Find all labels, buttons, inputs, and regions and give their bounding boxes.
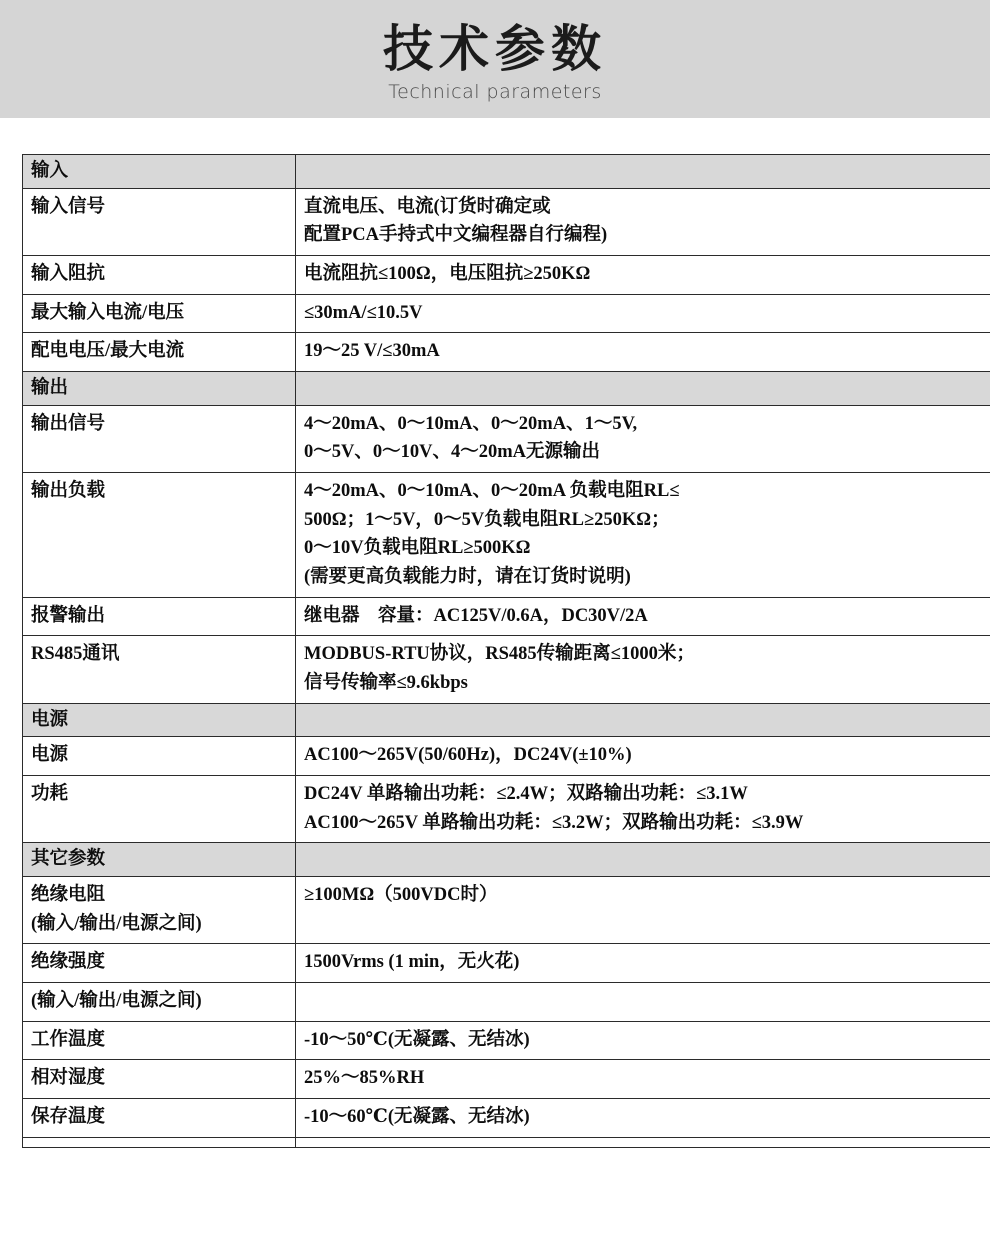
row-value: [296, 256, 990, 295]
page-subtitle: Technical parameters: [388, 81, 602, 103]
row-value-line: -10～50℃(无凝露、无结冰): [304, 1029, 530, 1050]
row-value: [296, 473, 990, 598]
table-row: [23, 877, 990, 944]
section-label: 输出: [23, 372, 296, 406]
table-section-row: [23, 703, 990, 737]
row-label: 电源: [23, 737, 296, 776]
row-value-line: MODBUS-RTU协议，RS485传输距离≤1000米；: [304, 644, 695, 665]
row-value-line: ≥100MΩ（500VDC时）: [304, 885, 498, 906]
row-label: 相对湿度: [23, 1060, 296, 1099]
row-label: 保存温度: [23, 1099, 296, 1138]
row-value: [296, 1021, 990, 1060]
table-section-row: [23, 155, 990, 189]
row-value-line: 1500Vrms (1 min，无火花): [304, 952, 520, 973]
row-value: [296, 944, 990, 983]
row-value-line: 4～20mA、0～10mA、0～20mA 负载电阻RL≤: [304, 481, 680, 502]
row-value: [296, 405, 990, 472]
table-row: [23, 1099, 990, 1138]
table-row: [23, 776, 990, 843]
row-value-line: DC24V 单路输出功耗：≤2.4W；双路输出功耗：≤3.1W: [304, 784, 748, 805]
section-label: 电源: [23, 703, 296, 737]
table-row: [23, 473, 990, 598]
row-value: [296, 1099, 990, 1138]
row-label: 工作温度: [23, 1021, 296, 1060]
row-label: 输出负载: [23, 473, 296, 598]
spec-table-container: [0, 118, 990, 1148]
table-row: [23, 188, 990, 255]
table-row: [23, 294, 990, 333]
table-row: [23, 256, 990, 295]
table-row: [23, 983, 990, 1022]
specification-table: [22, 154, 990, 1148]
row-label-line: 绝缘电阻: [31, 885, 106, 906]
row-value-line: 500Ω；1～5V，0～5V负载电阻RL≥250KΩ；: [304, 509, 670, 530]
row-value-line: 0～10V负载电阻RL≥500KΩ: [304, 538, 531, 559]
row-value: [296, 776, 990, 843]
table-section-row: [23, 372, 990, 406]
row-value: [296, 333, 990, 372]
row-label: RS485通讯: [23, 636, 296, 703]
table-row: [23, 333, 990, 372]
section-value: [296, 155, 990, 189]
row-value-line: 25%～85%RH: [304, 1068, 425, 1089]
row-label: 绝缘强度: [23, 944, 296, 983]
row-label: (输入/输出/电源之间): [23, 983, 296, 1022]
section-label: 输入: [23, 155, 296, 189]
section-value: [296, 843, 990, 877]
table-row: [23, 1060, 990, 1099]
row-value: [296, 294, 990, 333]
row-value-line: 4～20mA、0～10mA、0～20mA、1～5V,: [304, 413, 638, 434]
table-row: [23, 636, 990, 703]
page-banner: [0, 0, 990, 118]
table-row: [23, 737, 990, 776]
row-label: 功耗: [23, 776, 296, 843]
table-row: [23, 597, 990, 636]
row-value-line: 配置PCA手持式中文编程器自行编程): [304, 225, 608, 246]
row-label: 最大输入电流/电压: [23, 294, 296, 333]
row-value: [296, 1137, 990, 1147]
table-section-row: [23, 843, 990, 877]
row-value-line: 电流阻抗≤100Ω，电压阻抗≥250KΩ: [304, 264, 591, 285]
table-row: [23, 1137, 990, 1147]
row-value: [296, 877, 990, 944]
row-value-line: 直流电压、电流(订货时确定或: [304, 196, 551, 217]
table-row: [23, 405, 990, 472]
row-value-line: 19～25 V/≤30mA: [304, 341, 440, 362]
row-value: [296, 1060, 990, 1099]
table-row: [23, 944, 990, 983]
row-value-line: AC100～265V 单路输出功耗：≤3.2W；双路输出功耗：≤3.9W: [304, 812, 804, 833]
row-label: 报警输出: [23, 597, 296, 636]
row-label: 配电电压/最大电流: [23, 333, 296, 372]
row-value-line: 信号传输率≤9.6kbps: [304, 673, 468, 694]
row-label: 输入信号: [23, 188, 296, 255]
row-label: 输出信号: [23, 405, 296, 472]
row-value-line: 继电器 容量：AC125V/0.6A，DC30V/2A: [304, 605, 648, 626]
row-value: [296, 597, 990, 636]
row-label: 输入阻抗: [23, 256, 296, 295]
row-label: [23, 877, 296, 944]
row-value-line: -10～60℃(无凝露、无结冰): [304, 1107, 530, 1128]
section-value: [296, 703, 990, 737]
row-value: [296, 636, 990, 703]
row-value: [296, 737, 990, 776]
row-value-line: (需要更高负载能力时，请在订货时说明): [304, 567, 631, 588]
row-label: [23, 1137, 296, 1147]
table-row: [23, 1021, 990, 1060]
page-title: 技术参数: [383, 21, 607, 77]
row-value: [296, 188, 990, 255]
row-label-line: (输入/输出/电源之间): [31, 913, 202, 934]
row-value: [296, 983, 990, 1022]
row-value-line: ≤30mA/≤10.5V: [304, 302, 423, 323]
section-value: [296, 372, 990, 406]
row-value-line: 0～5V、0～10V、4～20mA无源输出: [304, 442, 600, 463]
section-label: 其它参数: [23, 843, 296, 877]
row-value-line: AC100～265V(50/60Hz)，DC24V(±10%): [304, 745, 632, 766]
